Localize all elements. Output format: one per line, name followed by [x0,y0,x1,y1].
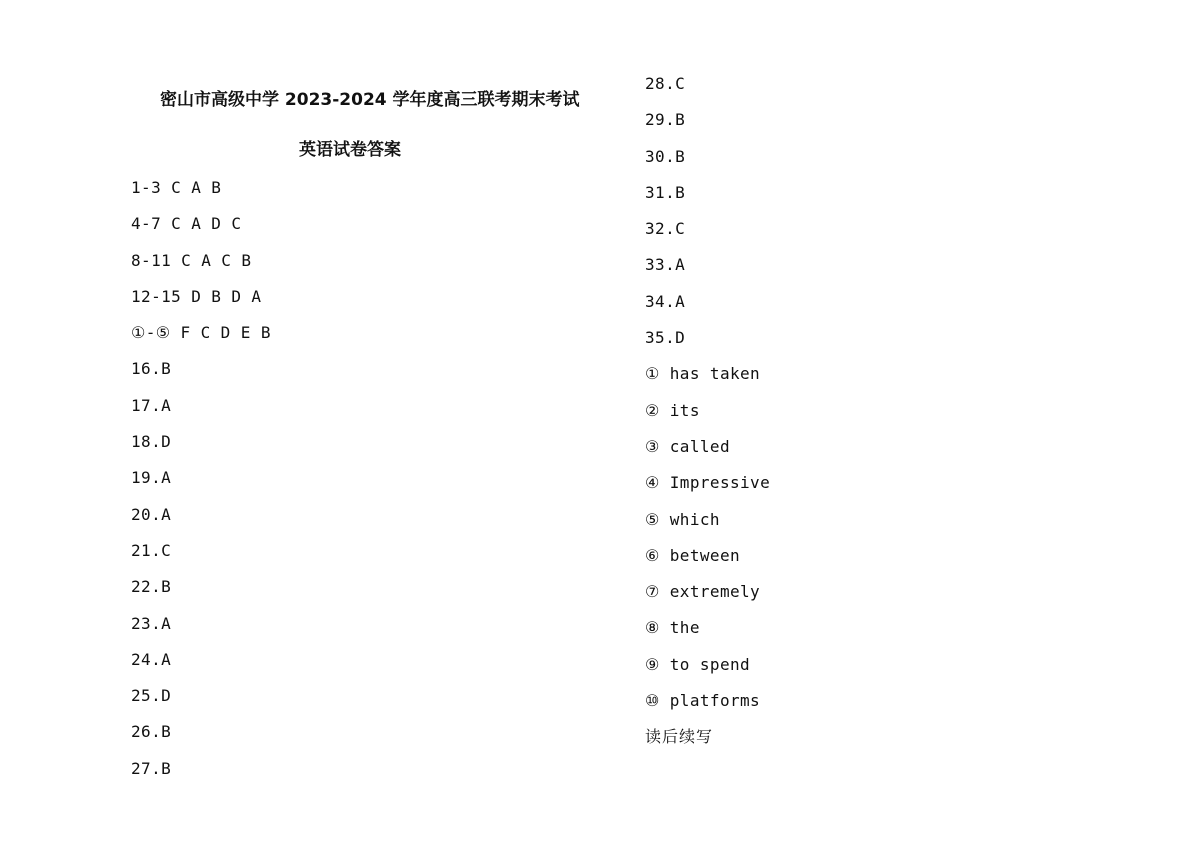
answer-line: ⑨ to spend [645,654,751,674]
answer-line: 8-11 C A C B [131,250,252,270]
answer-line: 16.B [131,359,172,379]
section-label: 读后续写 [645,727,714,747]
answer-line: 20.A [131,504,172,524]
answer-line: 29.B [645,110,686,130]
answer-line: 19.A [131,468,172,488]
answer-column-right [645,74,770,764]
answer-line: ⑦ extremely [645,582,761,602]
answer-line: 17.A [131,395,172,415]
answer-line: ⑧ the [645,618,700,638]
answer-line: 21.C [131,540,172,560]
answer-line: 34.A [645,291,686,311]
document-subtitle: 英语试卷答案 [299,140,401,160]
answer-line: 12-15 D B D A [131,286,262,306]
answer-line: ④ Impressive [645,473,771,493]
answer-line: ② its [645,400,700,420]
answer-line: 33.A [645,255,686,275]
answer-line: 22.B [131,577,172,597]
answer-line: 31.B [645,182,686,202]
answer-line: ⑩ platforms [645,691,761,711]
answer-line: 32.C [645,219,686,239]
answer-line: 24.A [131,649,172,669]
answer-line: ③ called [645,436,730,456]
answer-line: 26.B [131,722,172,742]
answer-line: 4-7 C A D C [131,214,242,234]
answer-line: 30.B [645,146,686,166]
answer-line: ⑤ which [645,509,720,529]
document-title: 密山市高级中学 2023-2024 学年度高三联考期末考试 [160,90,580,110]
answer-line: 23.A [131,613,172,633]
answer-column-left [131,178,271,795]
answer-line: 1-3 C A B [131,178,222,197]
answer-line: 28.C [645,74,686,93]
answer-line: 35.D [645,328,686,348]
answer-line: 27.B [131,758,172,778]
answer-line: ①-⑤ F C D E B [131,323,271,343]
answer-line: ⑥ between [645,545,741,565]
answer-line: 18.D [131,432,172,452]
answer-line: 25.D [131,686,172,706]
answer-line: ① has taken [645,364,761,384]
